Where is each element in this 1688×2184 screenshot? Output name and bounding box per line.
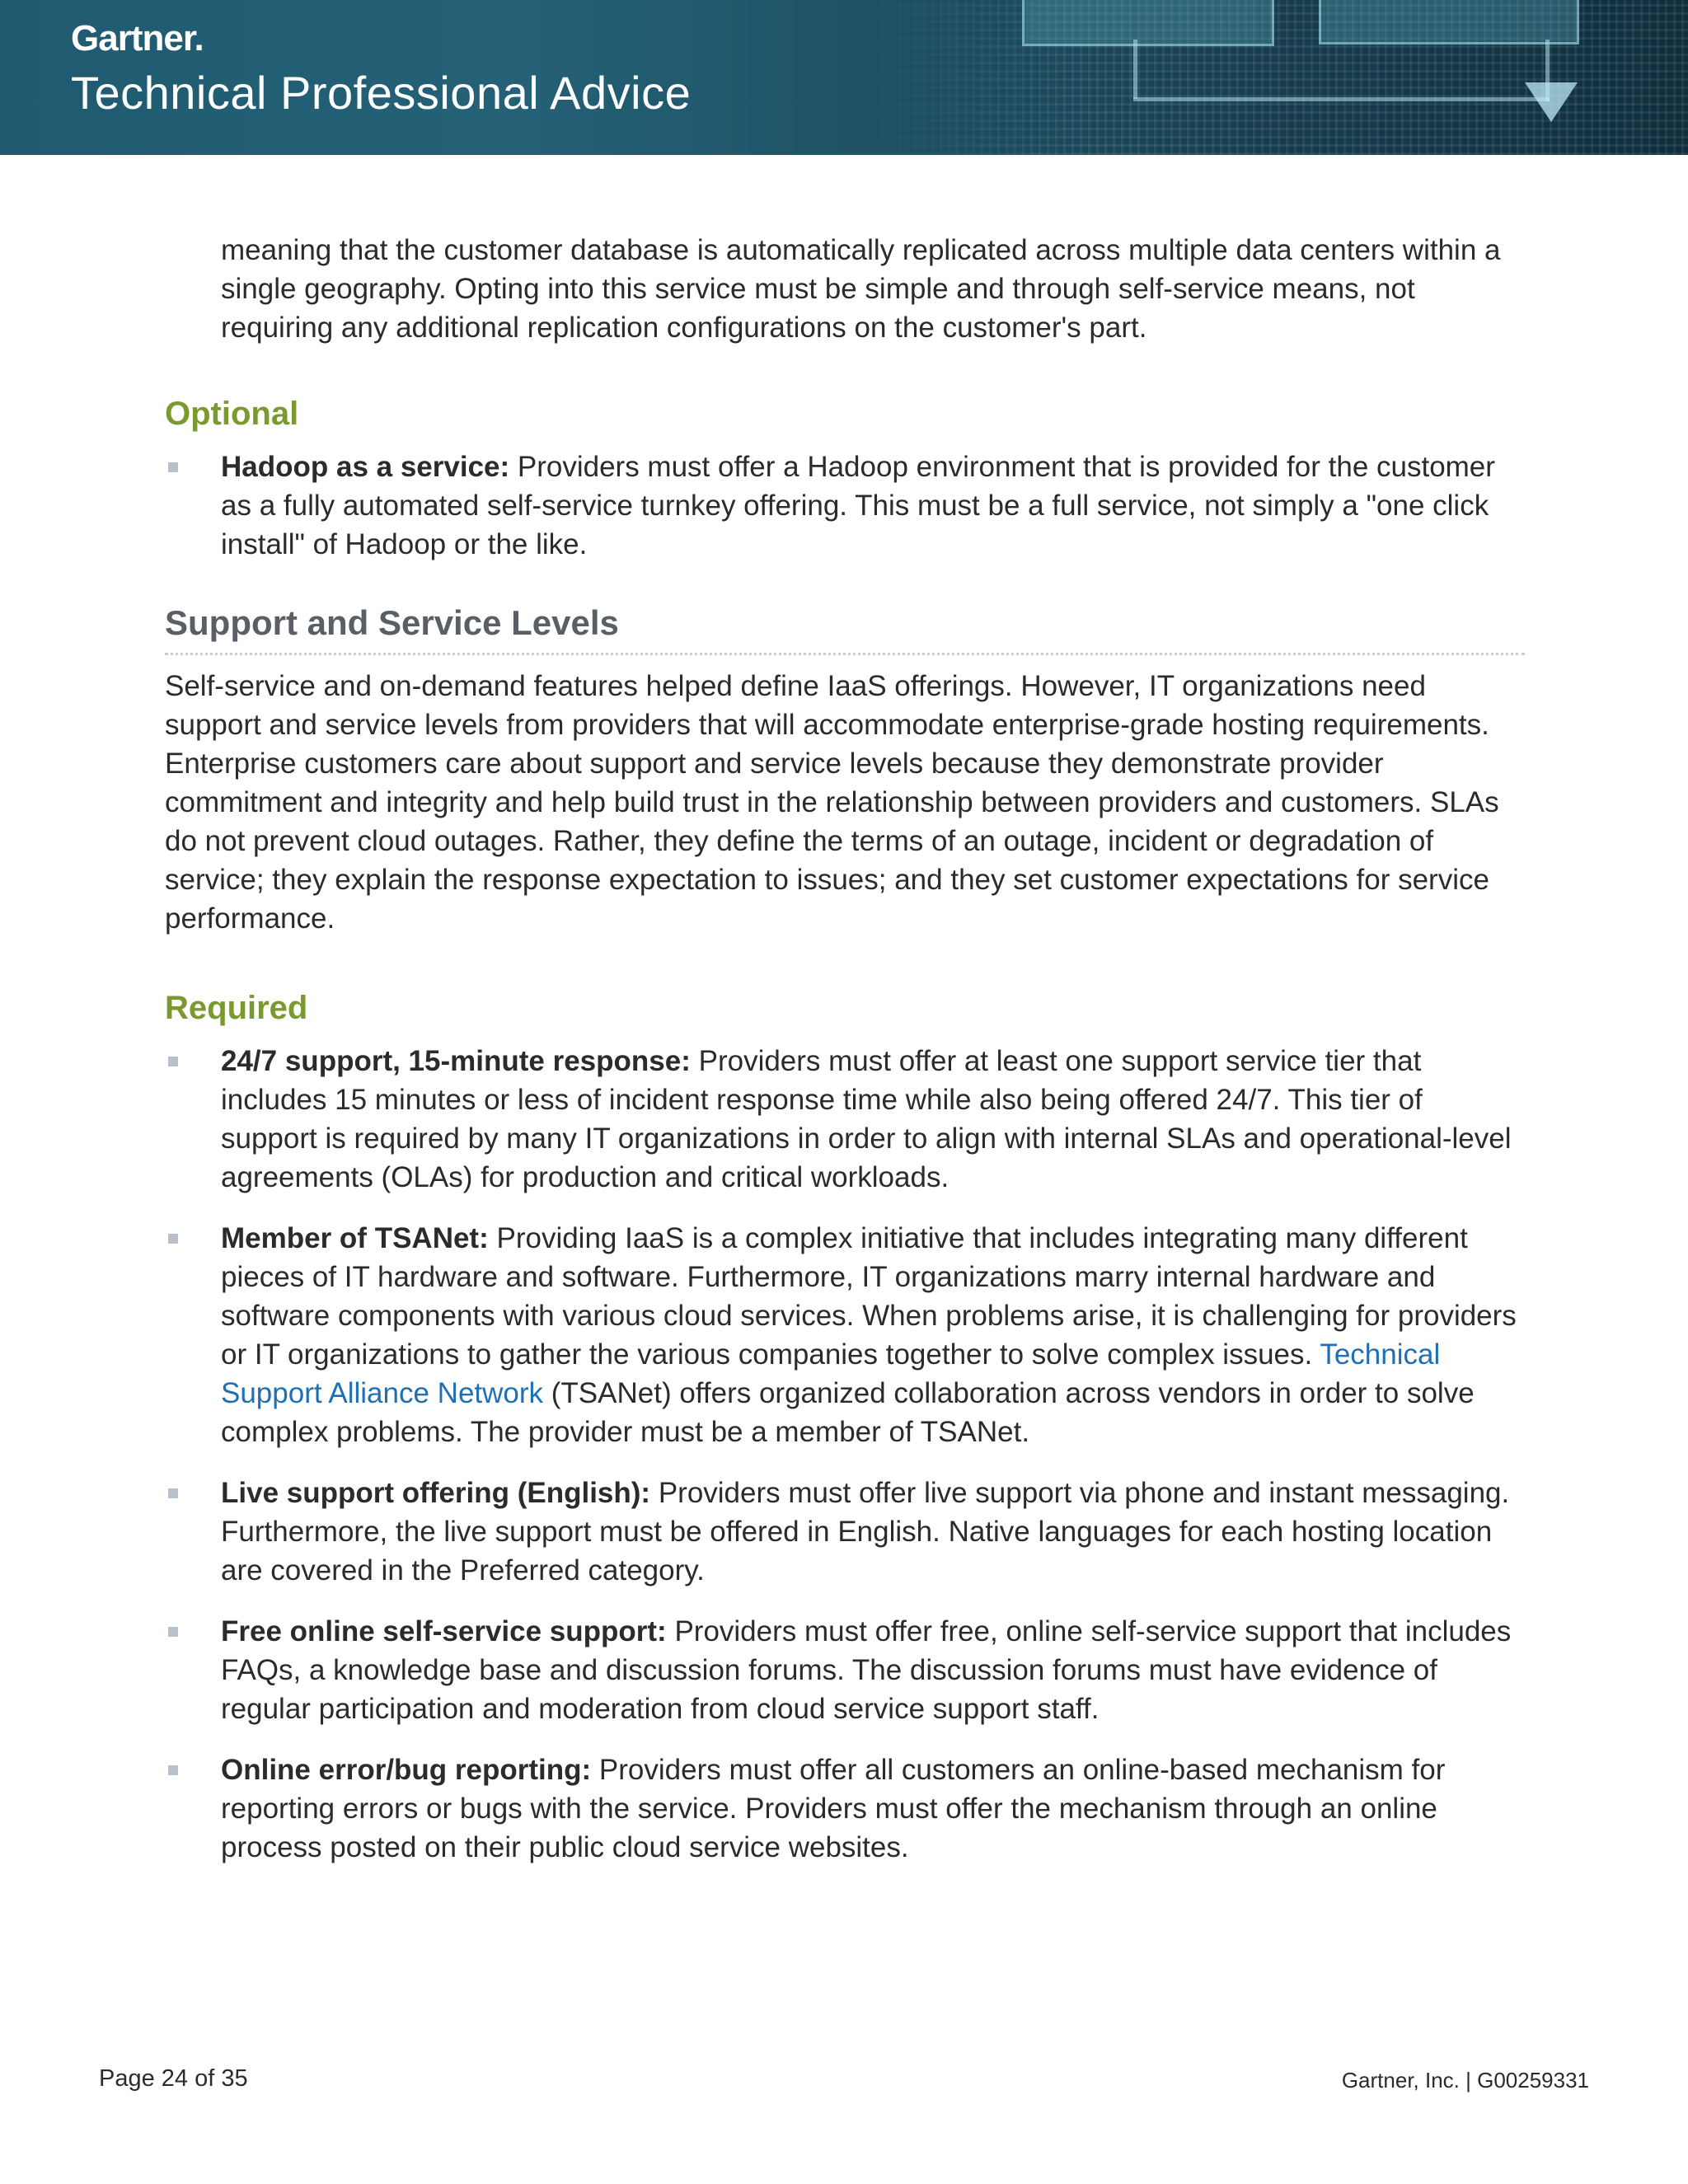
bullet-icon (168, 1057, 178, 1066)
page-number: Page 24 of 35 (99, 2065, 248, 2092)
document-id: Gartner, Inc. | G00259331 (1341, 2068, 1589, 2093)
item-text: Providers must offer all customers an online-based mechanism for reporting errors or bugs with the service. Providers must offer the mechanism through an online process posted on their public cloud service websites. (221, 1754, 1446, 1863)
item-text: Providers must offer free, online self-service support that includes FAQs, a knowledge base and discussion forums. The discussion forums must have evidence of regular participation and moderation from cloud service support staff. (221, 1615, 1512, 1725)
bullet-icon (168, 1488, 178, 1498)
bullet-icon (168, 1765, 178, 1775)
optional-heading: Optional (165, 396, 299, 432)
item-label: Free online self-service support: (221, 1615, 667, 1647)
list-item (165, 1219, 1525, 1451)
gartner-logo: Gartner. (71, 18, 204, 59)
header-banner (0, 0, 1688, 155)
support-paragraph: Self-service and on-demand features helped define IaaS offerings. However, IT organizations need support and service levels from providers that will accommodate enterprise-grade hosting requirements. Enterprise customers care about support and service levels because they demonstrate provider commitment and integrity and help build trust in the relationship between providers and customers. SLAs do not prevent cloud outages. Rather, they define the terms of an outage, incident or degradation of service; they explain the response expectation to issues; and they set customer expectations for service performance. (165, 670, 1499, 935)
required-heading: Required (165, 990, 308, 1026)
banner-panel-decoration (1319, 0, 1579, 45)
item-text: Providers must offer at least one support service tier that includes 15 minutes or less of incident response time while also being offered 24/7. This tier of support is required by many IT organizations in order to align with internal SLAs and operational-level agreements (OLAs) for production and critical workloads. (221, 1045, 1512, 1193)
list-item (165, 1750, 1525, 1867)
item-text: (TSANet) offers organized collaboration across vendors in order to solve complex problems. The provider must be a member of TSANet. (221, 1377, 1475, 1448)
banner-connector-decoration (1133, 40, 1137, 99)
item-text: Providers must offer live support via phone and instant messaging. Furthermore, the live support must be offered in English. Native languages for each hosting location are covered in the Preferred category. (221, 1477, 1510, 1586)
intro-paragraph: meaning that the customer database is automatically replicated across multiple data centers within a single geography. Opting into this service must be simple and through self-service means, not requiring any additional replication configurations on the customer's part. (221, 234, 1501, 344)
bullet-icon (168, 1627, 178, 1637)
list-item (165, 1612, 1525, 1728)
banner-title: Technical Professional Advice (71, 67, 692, 119)
bullet-icon (168, 462, 178, 472)
section-heading: Support and Service Levels (165, 602, 1525, 655)
banner-panel-decoration (1022, 0, 1274, 46)
list-item (165, 1042, 1525, 1197)
item-text: Providers must offer a Hadoop environment that is provided for the customer as a fully automated self-service turnkey offering. This must be a full service, not simply a "one click install" of Hadoop or the like. (221, 451, 1495, 560)
item-text: Providing IaaS is a complex initiative that includes integrating many different pieces of IT hardware and software. Furthermore, IT organizations marry internal hardware and software components with various cloud services. When problems arise, it is challenging for providers or IT organizations to gather the various companies together to solve complex issues. (221, 1222, 1517, 1371)
bullet-icon (168, 1234, 178, 1244)
document-body (165, 231, 1525, 1867)
item-label: Member of TSANet: (221, 1222, 489, 1254)
item-label: 24/7 support, 15-minute response: (221, 1045, 691, 1077)
item-label: Live support offering (English): (221, 1477, 651, 1509)
tsanet-link[interactable]: Technical Support Alliance Network (221, 1338, 1441, 1409)
item-label: Hadoop as a service: (221, 451, 510, 483)
item-label: Online error/bug reporting: (221, 1754, 592, 1786)
down-arrow-icon (1525, 82, 1578, 122)
list-item (165, 448, 1525, 564)
list-item (165, 1474, 1525, 1590)
banner-connector-decoration (1133, 97, 1550, 101)
